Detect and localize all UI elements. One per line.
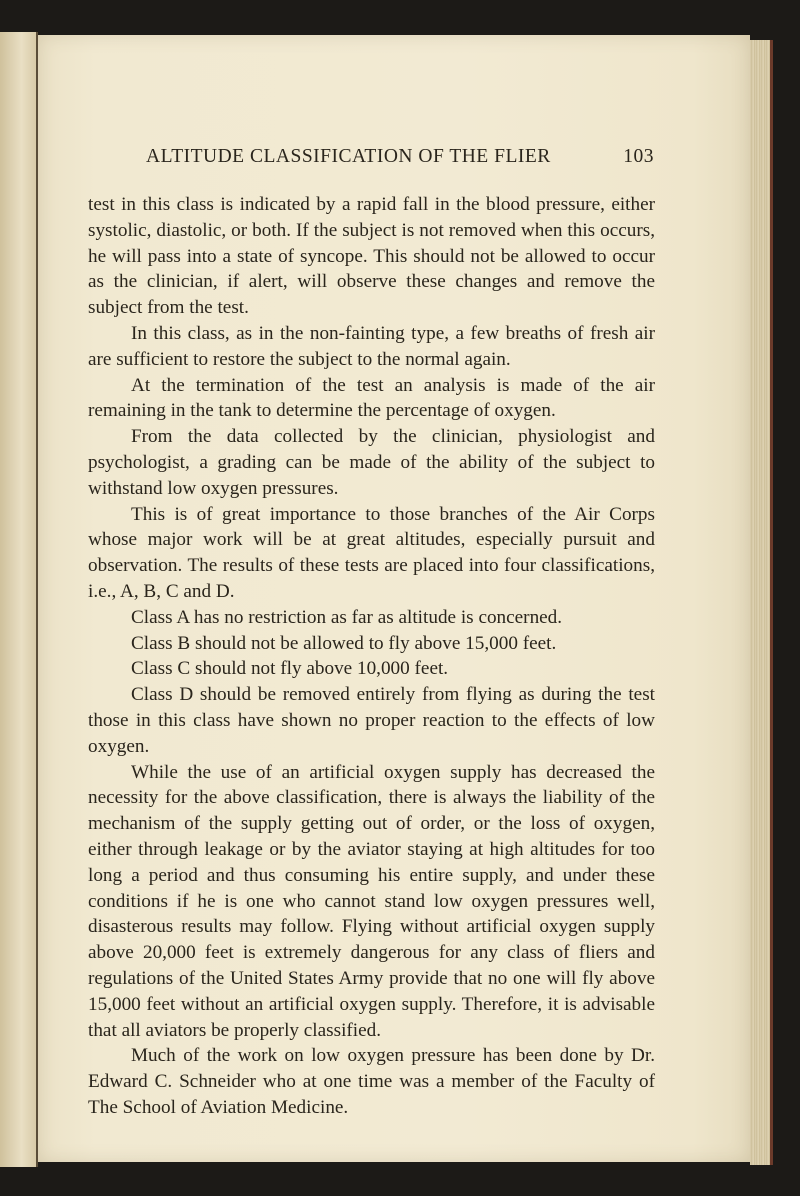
paragraph: This is of great importance to those branches of the Air Corps whose major work will be at great altitudes, especially pursuit and observation. The results of these tests are placed into four classifications, i.e., A, B, C and D. xyxy=(88,503,655,602)
paragraph: From the data collected by the clinician, physiologist and psychologist, a grading can be made of the ability of the subject to withstand low oxygen pressures. xyxy=(88,426,655,499)
paragraph: In this class, as in the non-fainting type, a few breaths of fresh air are sufficient to restore the subject to the normal again. xyxy=(88,322,655,370)
paragraph: test in this class is indicated by a rapid fall in the blood pressure, either systolic, diastolic, or both. If the subject is not removed when this occurs, he will pass into a state of syncope. This should not be allowed to occur as the clinician, if alert, will observe these changes and remove the subject from the test. xyxy=(88,194,655,319)
paragraph: Class C should not fly above 10,000 feet. xyxy=(131,658,449,680)
chapter-title: ALTITUDE CLASSIFICATION OF THE FLIER xyxy=(146,146,551,167)
paragraph: Much of the work on low oxygen pressure has been done by Dr. Edward C. Schneider who at one time was a member of the Faculty of The School of Aviation Medicine. xyxy=(88,1045,655,1118)
running-head xyxy=(146,146,654,168)
paragraph: Class D should be removed entirely from flying as during the test those in this class have shown no proper reaction to the effects of low oxygen. xyxy=(88,684,655,757)
paragraph: Class A has no restriction as far as altitude is concerned. xyxy=(131,606,563,628)
paragraph: While the use of an artificial oxygen supply has decreased the necessity for the above classification, there is always the liability of the mechanism of the supply getting out of order, or the loss of oxygen, either through leakage or by the aviator staying at high altitudes for too long a period and thus consuming his entire supply, and under these conditions if he is one who cannot stand low oxygen pressures well, disasterous results may follow. Flying without artificial oxygen supply above 20,000 feet is extremely dangerous for any class of fliers and regulations of the United States Army provide that no one will fly above 15,000 feet without an artificial oxygen supply. Therefore, it is advisable that all aviators be properly classified. xyxy=(88,761,655,1041)
facing-page-edge xyxy=(0,32,38,1167)
paragraph: At the termination of the test an analysis is made of the air remaining in the tank to determine the percentage of oxygen. xyxy=(88,374,655,422)
page-number: 103 xyxy=(623,146,654,167)
page-edges xyxy=(750,40,773,1165)
body-text xyxy=(88,192,655,1121)
paragraph: Class B should not be allowed to fly above 15,000 feet. xyxy=(131,632,557,654)
